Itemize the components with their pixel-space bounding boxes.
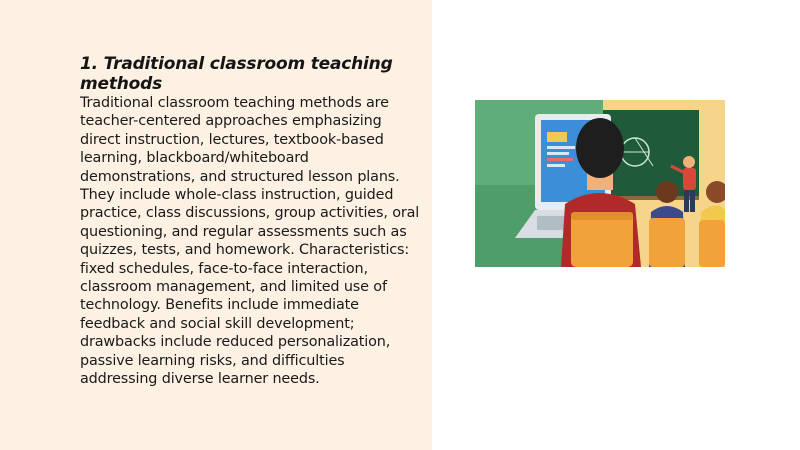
- chair-front-top: [571, 212, 633, 220]
- classroom-illustration: [475, 100, 725, 267]
- chair-middle: [649, 218, 685, 267]
- teacher-leg-right: [690, 190, 695, 212]
- slide-body-text: Traditional classroom teaching methods are teacher-centered approaches emphasizing direct instruction, lectures, textbook-based learning, blackboard/whiteboard demonstrations, and structured lesson plans. They include whole-class instruction, guided practice, class discussions, group activities, oral questioning, and regular assessments such as quizzes, tests, and homework. Characteristics: fixed schedules, face-to-face interaction, classroom management, and limited use of technology. Benefits include immediate feedback and social skill development; drawbacks include reduced personalization, passive learning risks, and difficulties addressing diverse learner needs.: [80, 95, 420, 388]
- student-hair-front: [576, 118, 624, 178]
- screen-line-4: [547, 164, 565, 167]
- screen-line-2: [547, 152, 569, 155]
- chair-right: [699, 220, 725, 267]
- teacher-head: [683, 156, 695, 168]
- chair-front: [571, 212, 633, 267]
- screen-line-1: [547, 146, 575, 149]
- student-head-middle: [656, 181, 678, 203]
- slide-title: 1. Traditional classroom teaching methods: [80, 54, 393, 94]
- screen-chart-block: [547, 132, 567, 142]
- teacher-leg-left: [684, 190, 689, 212]
- teacher-shirt: [683, 168, 696, 190]
- screen-line-3: [547, 158, 573, 161]
